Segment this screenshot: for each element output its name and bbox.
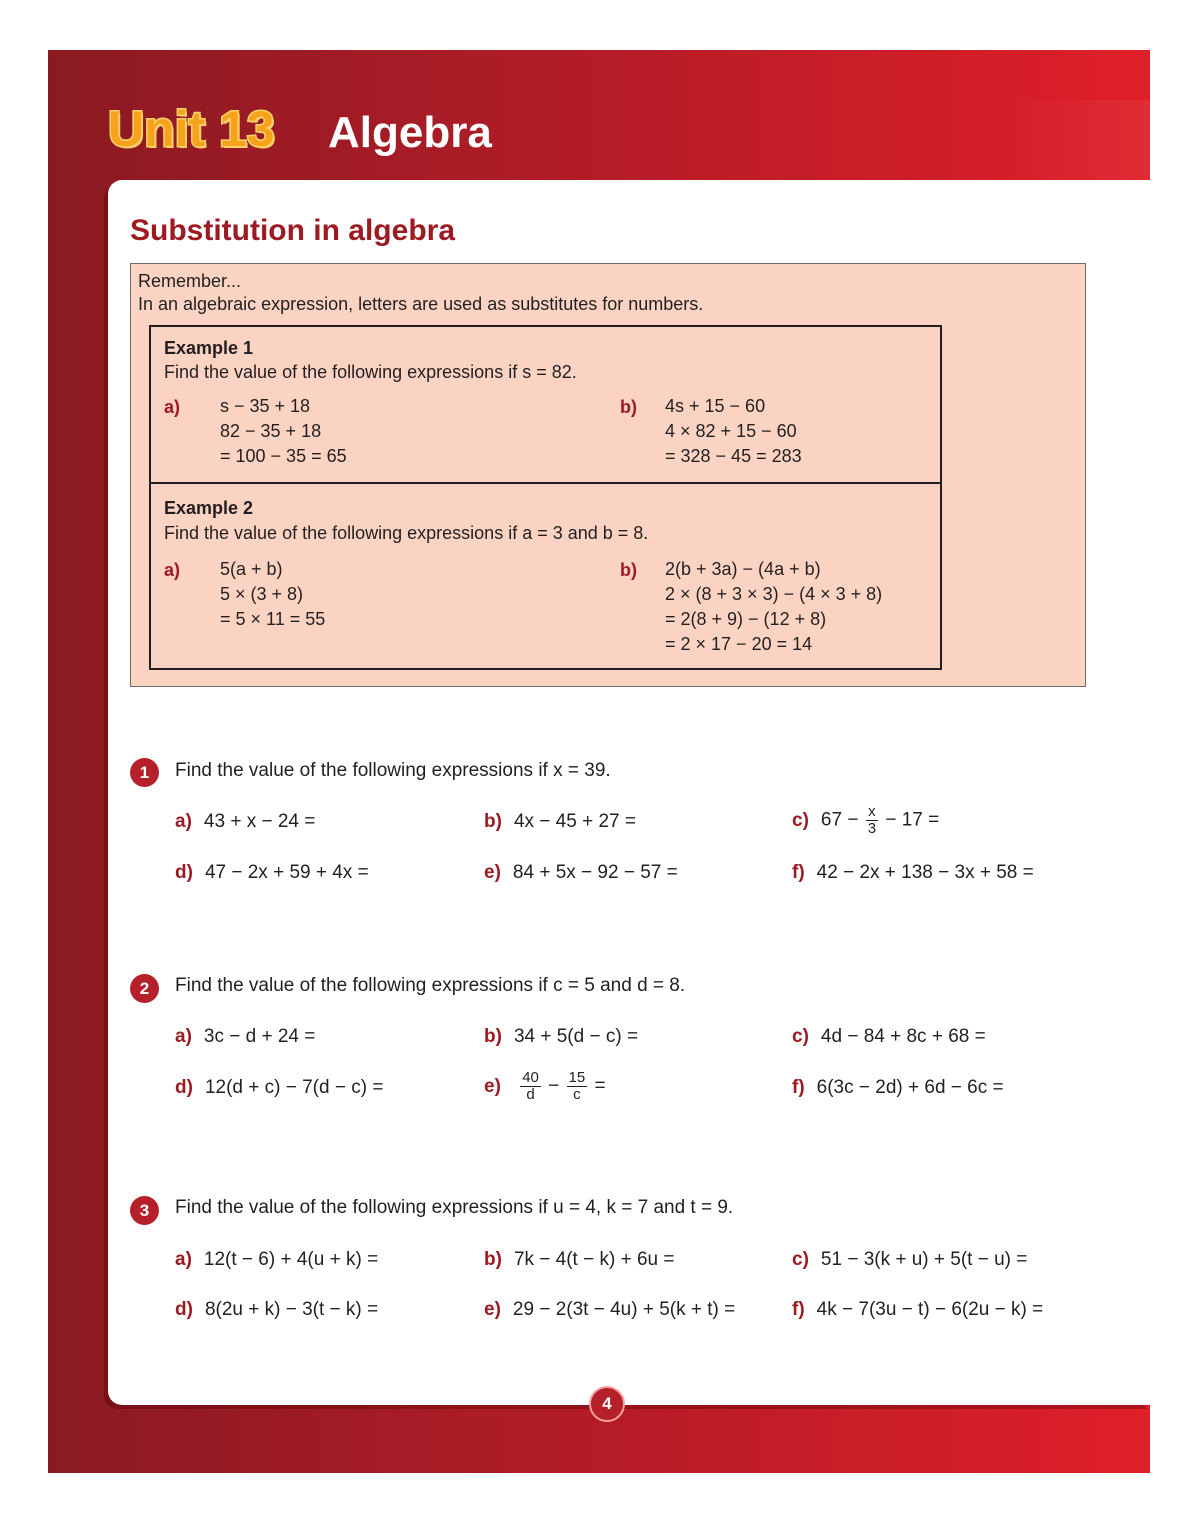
question1-item-a (175, 811, 315, 833)
item-expression: 29 − 2(3t − 4u) + 5(k + t) = (512, 1299, 736, 1320)
example2-a-line: = 5 × 11 = 55 (220, 609, 326, 629)
item-label: a) (175, 811, 192, 832)
fraction (520, 1070, 541, 1103)
item-expression: 43 + x − 24 = (203, 811, 316, 832)
example1-a-line: s − 35 + 18 (220, 396, 311, 416)
example1-b-line: = 328 − 45 = 283 (665, 446, 802, 466)
example1-a-label: a) (164, 397, 181, 417)
question3-item-c (792, 1249, 1027, 1271)
item-label: a) (175, 1249, 192, 1270)
question-number-badge: 1 (130, 758, 159, 787)
item-expression: 6(3c − 2d) + 6d − 6c = (816, 1077, 1004, 1098)
item-expression: 34 + 5(d − c) = (513, 1026, 639, 1047)
fraction-numerator: x (868, 803, 876, 820)
question-number-badge: 2 (130, 974, 159, 1003)
fraction-denominator: c (573, 1086, 581, 1103)
example2-b-working (665, 557, 882, 657)
item-expression: 4d − 84 + 8c + 68 = (820, 1026, 986, 1047)
item-operator: − (548, 1075, 560, 1097)
question2-item-e (484, 1070, 606, 1103)
example1-prompt: Find the value of the following expressions if s = 82. (164, 362, 577, 382)
remember-heading: Remember... (138, 271, 242, 291)
unit-title: Algebra (328, 108, 492, 157)
item-label: f) (792, 1299, 805, 1320)
question2-item-a (175, 1026, 315, 1048)
item-label: e) (484, 1075, 501, 1097)
section-title: Substitution in algebra (130, 214, 456, 247)
example1-a-line: = 100 − 35 = 65 (220, 446, 347, 466)
item-label: b) (484, 811, 502, 832)
example2-a-label: a) (164, 560, 181, 580)
item-expression: 3c − d + 24 = (203, 1026, 316, 1047)
question3-item-b (484, 1249, 674, 1271)
example2-a-line: 5 × (3 + 8) (220, 584, 304, 604)
example1-b-line: 4s + 15 − 60 (665, 396, 766, 416)
item-label: c) (792, 1249, 809, 1270)
examples-divider (149, 482, 942, 484)
item-label: b) (484, 1026, 502, 1047)
question3-item-e (484, 1299, 735, 1321)
fraction-numerator: 15 (568, 1069, 586, 1086)
item-label: e) (484, 1299, 501, 1320)
question1-item-e (484, 862, 678, 884)
item-expression: 8(2u + k) − 3(t − k) = (204, 1299, 379, 1320)
example2-b-line: 2 × (8 + 3 × 3) − (4 × 3 + 8) (665, 584, 883, 604)
question2-prompt: Find the value of the following expressions if c = 5 and d = 8. (175, 975, 686, 996)
question1-item-d (175, 862, 369, 884)
item-expression: 51 − 3(k + u) + 5(t − u) = (820, 1249, 1028, 1270)
fraction-denominator: d (526, 1086, 535, 1103)
question3-item-d (175, 1299, 378, 1321)
example1-a-line: 82 − 35 + 18 (220, 421, 322, 441)
item-label: d) (175, 862, 193, 883)
remember-text: In an algebraic expression, letters are used as substitutes for numbers. (138, 294, 704, 314)
question2-item-b (484, 1026, 638, 1048)
question3-prompt: Find the value of the following expressions if u = 4, k = 7 and t = 9. (175, 1197, 734, 1218)
header-stripe (1000, 100, 1150, 180)
item-label: d) (175, 1077, 193, 1098)
question2-item-f (792, 1077, 1004, 1099)
example1-b-label: b) (620, 397, 637, 417)
example2-title: Example 2 (164, 498, 254, 518)
example2-prompt: Find the value of the following expressions if a = 3 and b = 8. (164, 523, 649, 543)
question1-item-b (484, 811, 636, 833)
fraction (866, 804, 878, 837)
example2-b-line: = 2 × 17 − 20 = 14 (665, 634, 813, 654)
fraction-denominator: 3 (867, 820, 877, 837)
item-expression: 12(d + c) − 7(d − c) = (204, 1077, 384, 1098)
question2-item-c (792, 1026, 986, 1048)
item-expression-post: − 17 = (885, 809, 940, 831)
example1-b-working (665, 394, 802, 469)
fraction-numerator: 40 (522, 1069, 539, 1086)
example2-b-label: b) (620, 560, 637, 580)
example2-a-line: 5(a + b) (220, 559, 283, 579)
item-expression-post: = (594, 1075, 606, 1097)
question2-item-d (175, 1077, 383, 1099)
example1-title: Example 1 (164, 338, 254, 358)
item-label: b) (484, 1249, 502, 1270)
item-expression: 4x − 45 + 27 = (513, 811, 636, 832)
item-expression: 47 − 2x + 59 + 4x = (204, 862, 369, 883)
item-expression: 4k − 7(3u − t) − 6(2u − k) = (816, 1299, 1044, 1320)
example1-a-working (220, 394, 347, 469)
item-expression: 12(t − 6) + 4(u + k) = (203, 1249, 379, 1270)
item-label: d) (175, 1299, 193, 1320)
item-expression: 42 − 2x + 138 − 3x + 58 = (816, 862, 1034, 883)
question3-item-f (792, 1299, 1043, 1321)
example2-b-line: = 2(8 + 9) − (12 + 8) (665, 609, 827, 629)
question-number-badge: 3 (130, 1196, 159, 1225)
question1-prompt: Find the value of the following expressions if x = 39. (175, 760, 611, 781)
example2-b-line: 2(b + 3a) − (4a + b) (665, 559, 821, 579)
example1-b-line: 4 × 82 + 15 − 60 (665, 421, 797, 441)
item-expression: 7k − 4(t − k) + 6u = (513, 1249, 675, 1270)
question1-item-c (792, 804, 939, 837)
unit-label: Unit 13 (108, 101, 275, 157)
item-label: f) (792, 862, 805, 883)
fraction (567, 1070, 588, 1103)
item-expression: 84 + 5x − 92 − 57 = (512, 862, 678, 883)
item-label: f) (792, 1077, 805, 1098)
page-number: 4 (589, 1386, 625, 1422)
question3-item-a (175, 1249, 378, 1271)
example2-a-working (220, 557, 325, 632)
item-expression-pre: 67 − (820, 809, 859, 831)
item-label: e) (484, 862, 501, 883)
item-label: c) (792, 809, 809, 831)
question1-item-f (792, 862, 1034, 884)
item-label: c) (792, 1026, 809, 1047)
item-label: a) (175, 1026, 192, 1047)
